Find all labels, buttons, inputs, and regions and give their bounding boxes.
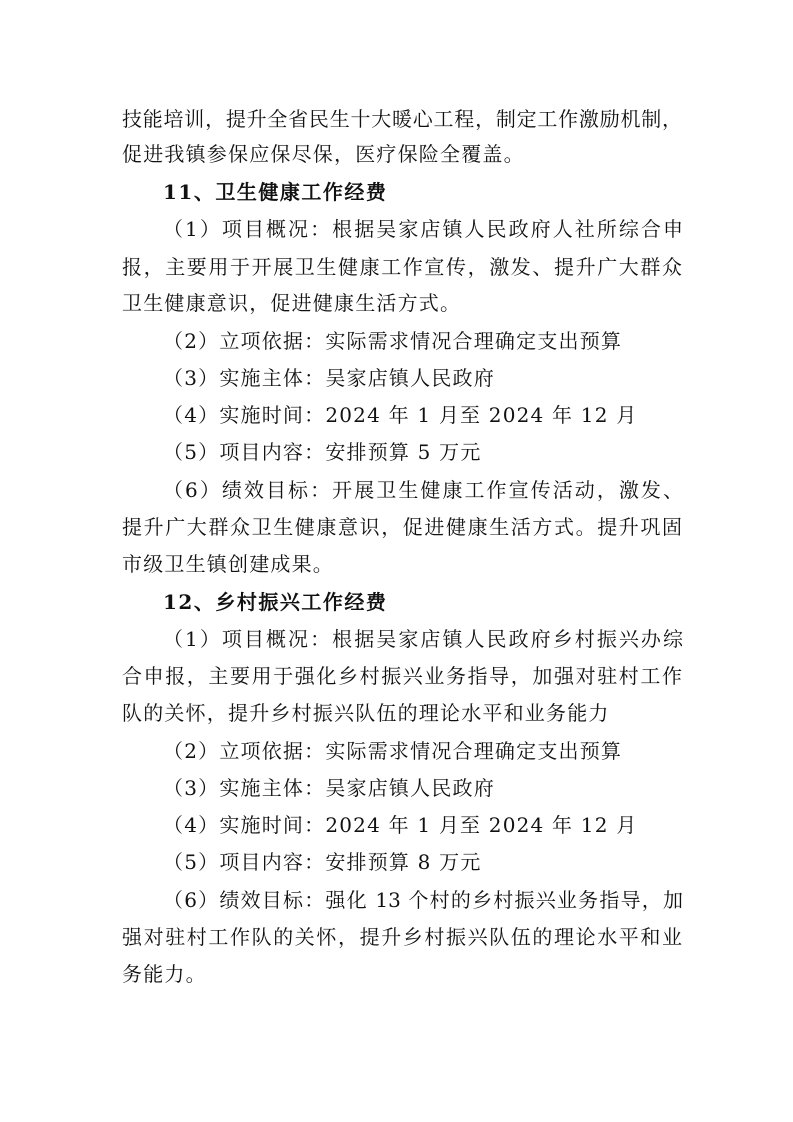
list-item: （4）实施时间：2024 年 1 月至 2024 年 12 月 xyxy=(163,813,638,837)
paragraph-line: （6）绩效目标：强化 13 个村的乡村振兴业务指导，加 xyxy=(163,888,683,912)
paragraph-line: 队的关怀，提升乡村振兴队伍的理论水平和业务能力 xyxy=(122,701,610,725)
paragraph-line: 报，主要用于开展卫生健康工作宣传，激发、提升广大群众 xyxy=(122,255,682,279)
paragraph-line: 市级卫生镇创建成果。 xyxy=(122,552,334,576)
list-item: （2）立项依据：实际需求情况合理确定支出预算 xyxy=(163,329,623,353)
paragraph-line: 技能培训，提升全省民生十大暖心工程，制定工作激励机制， xyxy=(122,107,682,131)
paragraph-line: （1）项目概况：根据吴家店镇人民政府人社所综合申 xyxy=(163,217,683,241)
paragraph-line: （6）绩效目标：开展卫生健康工作宣传活动，激发、 xyxy=(163,478,683,502)
list-item: （5）项目内容：安排预算 5 万元 xyxy=(163,440,482,464)
list-item: （5）项目内容：安排预算 8 万元 xyxy=(163,850,482,874)
list-item: （3）实施主体：吴家店镇人民政府 xyxy=(163,776,495,800)
list-item: （2）立项依据：实际需求情况合理确定支出预算 xyxy=(163,739,623,763)
paragraph-line: 卫生健康意识，促进健康生活方式。 xyxy=(122,291,462,315)
paragraph-line: 提升广大群众卫生健康意识，促进健康生活方式。提升巩固 xyxy=(122,515,682,539)
paragraph-line: 促进我镇参保应保尽保，医疗保险全覆盖。 xyxy=(122,142,525,166)
list-item: （3）实施主体：吴家店镇人民政府 xyxy=(163,366,495,390)
paragraph-line: （1）项目概况：根据吴家店镇人民政府乡村振兴办综 xyxy=(163,627,683,651)
paragraph-line: 强对驻村工作队的关怀，提升乡村振兴队伍的理论水平和业 xyxy=(122,925,682,949)
section-heading: 11、卫生健康工作经费 xyxy=(163,180,388,204)
list-item: （4）实施时间：2024 年 1 月至 2024 年 12 月 xyxy=(163,403,638,427)
paragraph-line: 合申报，主要用于强化乡村振兴业务指导，加强对驻村工作 xyxy=(122,664,682,688)
paragraph-line: 务能力。 xyxy=(122,962,207,986)
section-heading: 12、乡村振兴工作经费 xyxy=(163,590,388,614)
